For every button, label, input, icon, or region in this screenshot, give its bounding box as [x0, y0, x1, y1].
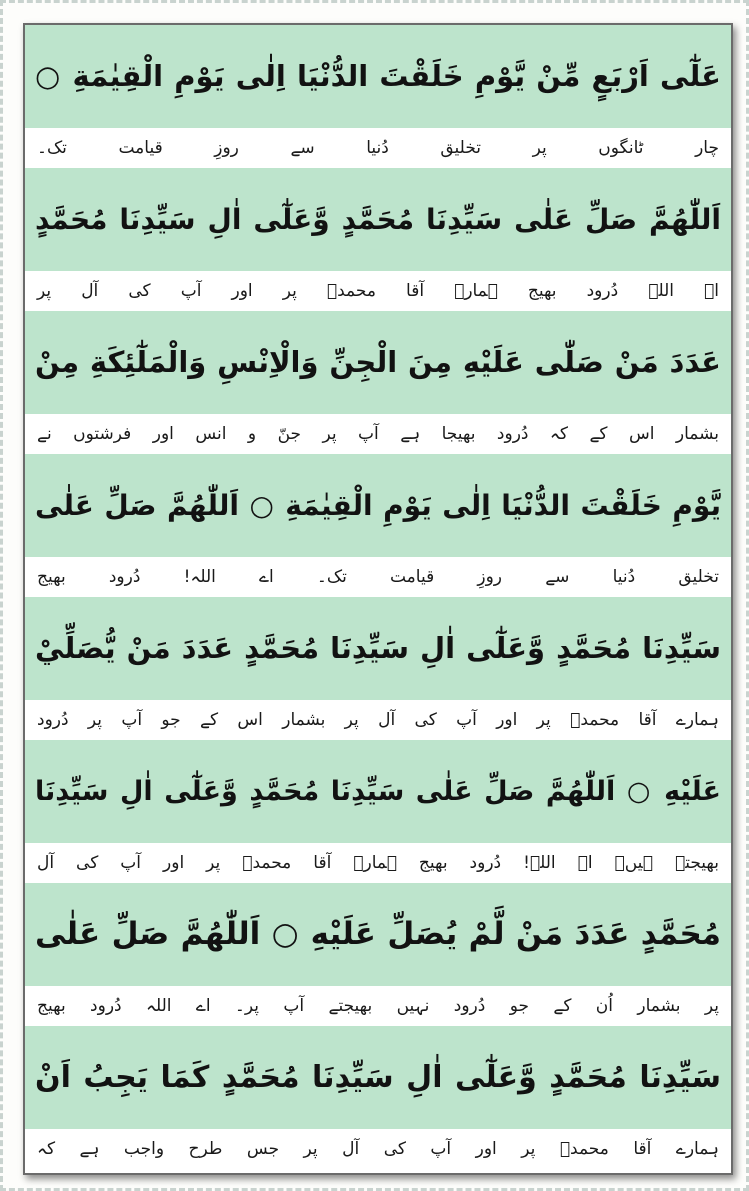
arabic-line-1: عَلٰٓى اَرْبَعٍ مِّنْ يَّوْمِ خَلَقْتَ الدُّنْيَا اِلٰى يَوْمِ الْقِيٰمَةِ ○ [25, 25, 731, 128]
arabic-line-4: يَّوْمِ خَلَقْتَ الدُّنْيَا اِلٰى يَوْمِ الْقِيٰمَةِ ○ اَللّٰهُمَّ صَلِّ عَلٰى [25, 454, 731, 557]
arabic-line-2: اَللّٰهُمَّ صَلِّ عَلٰى سَيِّدِنَا مُحَمَّدٍ وَّعَلٰٓى اٰلِ سَيِّدِنَا مُحَمَّدٍ [25, 168, 731, 271]
urdu-line-6: بھیجتے ہیں۔ اے اللہ! دُرود بھیج ہمارے آقا محمدؐ پر اور آپ کی آل [25, 843, 731, 883]
urdu-line-1: چار ٹانگوں پر تخلیق دُنیا سے روزِ قیامت تک۔ [25, 128, 731, 168]
urdu-line-2: اے اللہ دُرود بھیج ہمارے آقا محمدؐ پر اور آپ کی آل پر [25, 271, 731, 311]
urdu-line-4: تخلیق دُنیا سے روزِ قیامت تک۔ اے اللہ! دُرود بھیج [25, 557, 731, 597]
text-panel [23, 23, 733, 1175]
urdu-line-3: بشمار اس کے کہ دُرود بھیجا ہے آپ پر جنّ و انس اور فرشتوں نے [25, 414, 731, 454]
urdu-line-7: پر بشمار اُن کے جو دُرود نہیں بھیجتے آپ پر۔ اے اللہ دُرود بھیج [25, 986, 731, 1026]
arabic-line-6: عَلَيْهِ ○ اَللّٰهُمَّ صَلِّ عَلٰى سَيِّدِنَا مُحَمَّدٍ وَّعَلٰٓى اٰلِ سَيِّدِنَا [25, 740, 731, 843]
urdu-line-5: ہمارے آقا محمدؐ پر اور آپ کی آل پر بشمار اس کے جو آپ پر دُرود [25, 700, 731, 740]
arabic-line-7: مُحَمَّدٍ عَدَدَ مَنْ لَّمْ يُصَلِّ عَلَيْهِ ○ اَللّٰهُمَّ صَلِّ عَلٰى [25, 883, 731, 986]
arabic-line-3: عَدَدَ مَنْ صَلّٰى عَلَيْهِ مِنَ الْجِنِّ وَالْاِنْسِ وَالْمَلٰٓئِكَةِ مِنْ [25, 311, 731, 414]
arabic-line-5: سَيِّدِنَا مُحَمَّدٍ وَّعَلٰٓى اٰلِ سَيِّدِنَا مُحَمَّدٍ عَدَدَ مَنْ يُّصَلِّيْ [25, 597, 731, 700]
urdu-line-8: ہمارے آقا محمدؐ پر اور آپ کی آل پر جس طرح واجب ہے کہ [25, 1129, 731, 1169]
arabic-line-8: سَيِّدِنَا مُحَمَّدٍ وَّعَلٰٓى اٰلِ سَيِّدِنَا مُحَمَّدٍ كَمَا يَجِبُ اَنْ [25, 1026, 731, 1129]
